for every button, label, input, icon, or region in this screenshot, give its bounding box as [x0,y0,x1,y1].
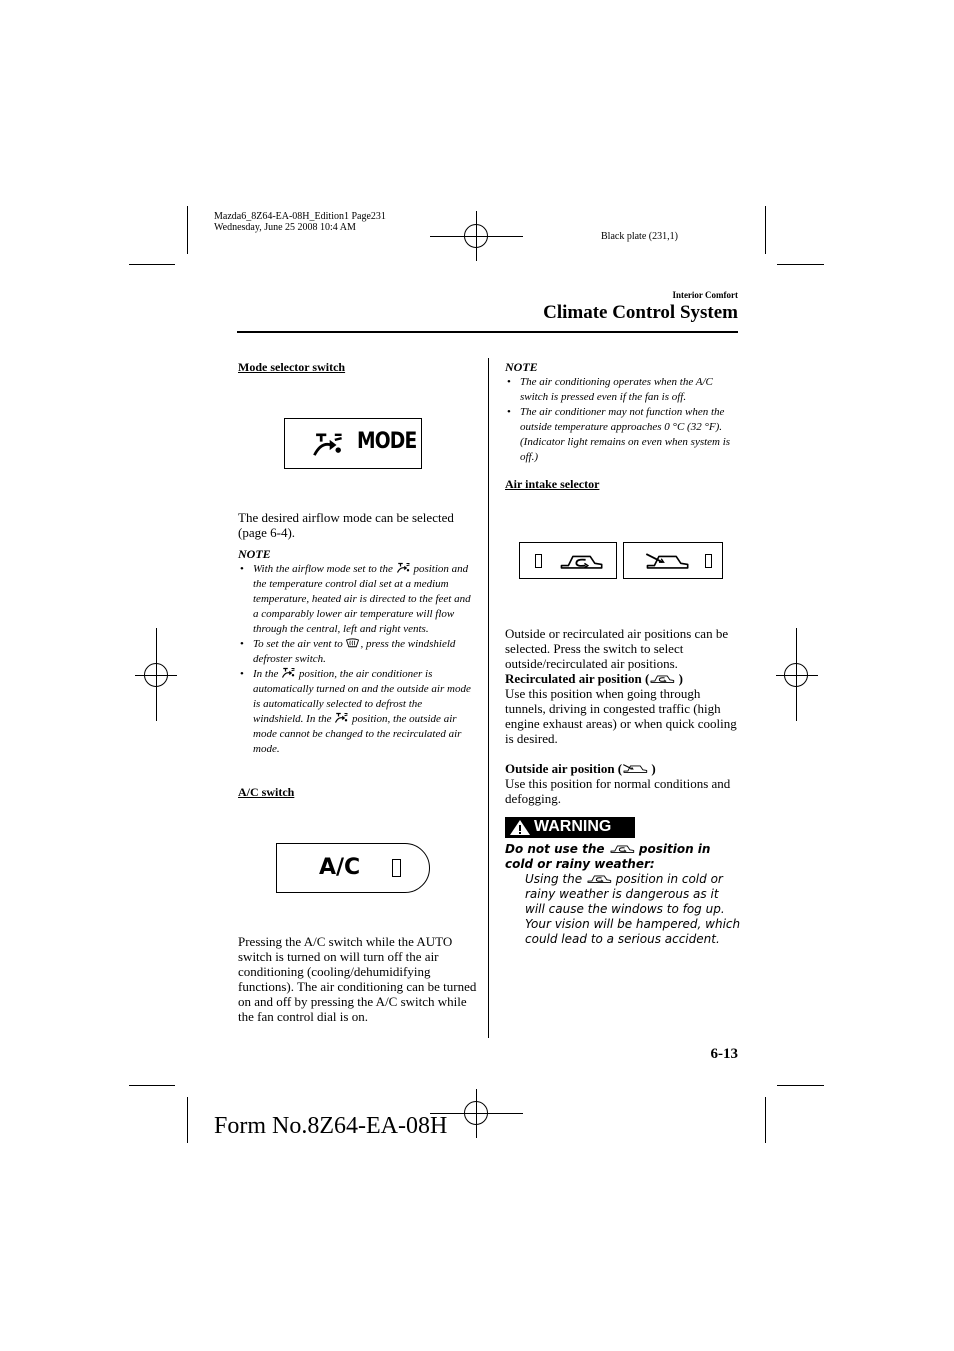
ac-switch-heading: A/C switch [238,785,295,799]
recirculated-button-illustration [519,542,617,579]
print-timestamp: Wednesday, June 25 2008 10:4 AM [214,222,356,233]
outside-air-icon [622,762,648,775]
indicator-light-icon [535,554,542,568]
ac-notes [505,360,741,465]
page-number: 6-13 [710,1046,738,1062]
air-intake-para: Outside or recirculated air positions can be selected. Press the switch to select outside/recirculated air positions. [505,626,729,671]
indicator-light-icon [705,554,712,568]
defroster-icon [345,637,360,649]
mode-notes [238,547,474,757]
outside-air-icon [644,549,690,573]
note-item: • In the position, the air conditioner is automatically turned on and the outside air mode is automatically selected to defrost the windshield. In the position, the outside air mode cannot be changed to the recirculated air mode. [238,667,474,757]
recirculated-heading: Recirculated air position ( ) [505,671,683,686]
floor-defrost-icon [334,712,349,724]
indicator-light-icon [392,859,401,877]
column-divider [488,358,489,1038]
print-file-info [214,211,386,233]
recirculated-air-icon [558,549,604,573]
recirculated-para: Use this position when going through tunnels, driving in congested traffic (high engine exhaust areas) or when quick cooling is desired. [505,686,737,746]
recirculated-air-icon [609,842,635,855]
warning-triangle-icon [509,819,531,836]
note-item: • The air conditioning operates when the A/C switch is pressed even if the fan is off. [505,375,741,405]
warning-banner [505,817,635,838]
warning-label: WARNING [534,818,612,835]
ac-button-illustration [276,843,430,893]
mode-button-label: MODE [357,429,417,454]
mode-description: The desired airflow mode can be selected (page 6-4). [238,510,454,540]
ac-button-label: A/C [319,855,361,880]
note-label: NOTE [238,547,271,561]
section-label: Interior Comfort [672,290,738,300]
warning-text [505,842,741,947]
page-title: Climate Control System [543,302,738,323]
warning-body: Using the position in cold or rainy weather is dangerous as it will cause the windows to fog up. Your vision will be hampered, which could lead to a serious accident. [525,872,741,946]
outside-air-button-illustration [623,542,723,579]
floor-defrost-icon [396,562,411,574]
floor-defrost-icon [281,667,296,679]
note-label: NOTE [505,360,538,374]
outside-para: Use this position for normal conditions and defogging. [505,776,731,806]
ac-description: Pressing the A/C switch while the AUTO switch is turned on will turn off the air conditioning (cooling/dehumidifying functions). The air conditioning can be turned on and off by pressing the A/C switch while the fan control dial is on. [238,934,477,1024]
plate-label: Black plate (231,1) [601,231,678,242]
air-intake-description [505,626,741,806]
note-item: • With the airflow mode set to the position and the temperature control dial set at a medium temperature, heated air is directed to the feet and a comparably lower air temperature will flow through the central, left and right vents. [238,562,474,637]
mode-button-illustration [284,418,422,469]
recirculated-air-icon [649,672,675,685]
form-number: Form No.8Z64-EA-08H [214,1113,448,1139]
note-item: • The air conditioner may not function when the outside temperature approaches 0 °C (32 °F). (Indicator light remains on even when system is off.) [505,405,741,465]
outside-heading: Outside air position ( ) [505,761,656,776]
airflow-mode-icon [311,431,345,459]
recirculated-air-icon [586,872,612,885]
print-file-name: Mazda6_8Z64-EA-08H_Edition1 Page231 [214,211,386,222]
mode-selector-heading: Mode selector switch [238,360,346,374]
header-rule [237,331,738,333]
note-item: • To set the air vent to , press the windshield defroster switch. [238,637,474,667]
warning-heading: Do not use the position in cold or rainy weather: [505,842,711,871]
air-intake-heading: Air intake selector [505,477,600,491]
